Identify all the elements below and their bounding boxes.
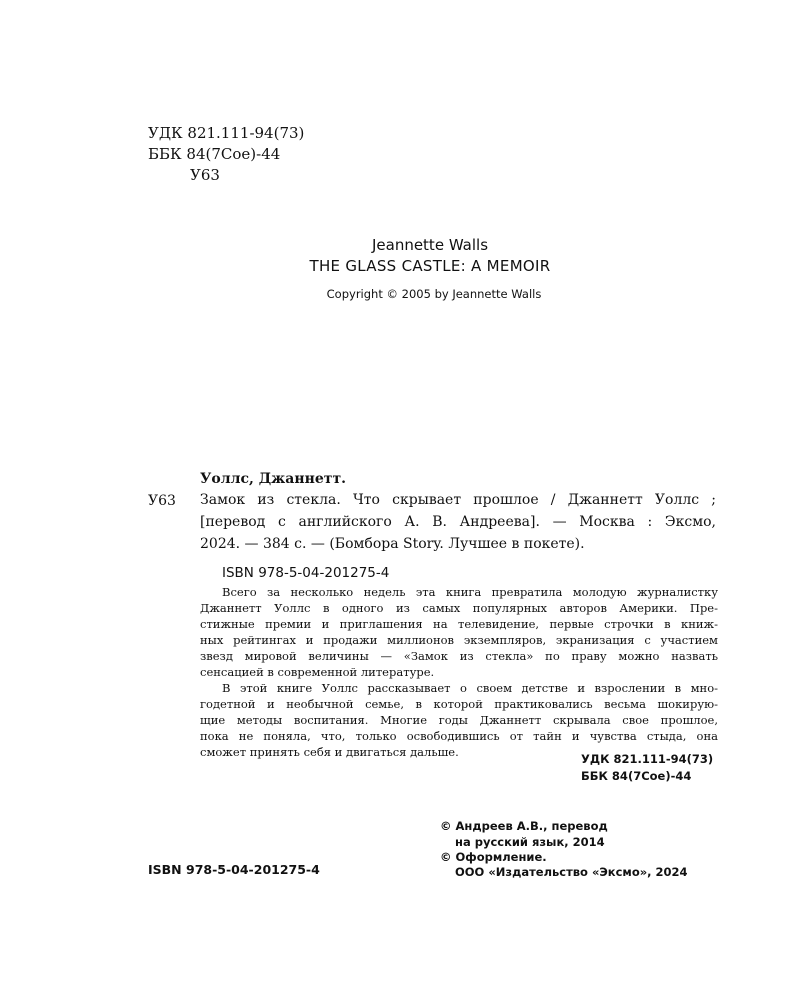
annotation-line: щие методы воспитания. Многие годы Джаннетт скрывала свое прошлое, xyxy=(200,713,718,727)
udk-classification-right: УДК 821.111-94(73) xyxy=(581,752,714,766)
udk-classification: УДК 821.111-94(73) xyxy=(148,124,305,142)
bibliographic-author: Уоллс, Джаннетт. xyxy=(200,471,346,487)
translation-copyright-year: на русский язык, 2014 xyxy=(455,835,605,849)
bbk-classification-right: ББК 84(7Сое)-44 xyxy=(581,769,692,783)
bibliographic-isbn: ISBN 978-5-04-201275-4 xyxy=(222,565,390,581)
original-author: Jeannette Walls xyxy=(371,236,489,254)
annotation-line: Всего за несколько недель эта книга превратила молодую журналистку xyxy=(222,585,718,599)
annotation-line: пока не поняла, что, только освободившись от тайн и чувства стыда, она xyxy=(200,729,718,743)
annotation-line: годетной и необычной семье, в которой практиковались весьма шокирую- xyxy=(200,697,718,711)
annotation-line: звезд мировой величины — «Замок из стекла» по праву можно назвать xyxy=(200,649,718,663)
original-copyright: Copyright © 2005 by Jeannette Walls xyxy=(326,287,542,301)
bbk-classification: ББК 84(7Сое)-44 xyxy=(148,145,281,163)
bibliographic-line: 2024. — 384 с. — (Бомбора Story. Лучшее в покете). xyxy=(200,536,585,552)
annotation-line: ных рейтингах и продажи миллионов экземпляров, экранизация с участием xyxy=(200,633,718,647)
original-title: THE GLASS CASTLE: A MEMOIR xyxy=(309,257,551,275)
bibliographic-line: Замок из стекла. Что скрывает прошлое / Джаннетт Уоллс ; xyxy=(200,492,716,508)
isbn: ISBN 978-5-04-201275-4 xyxy=(148,862,320,877)
annotation-line: сможет принять себя и двигаться дальше. xyxy=(200,745,459,759)
annotation-line: стижные премии и приглашения на телевидение, первые строчки в книж- xyxy=(200,617,718,631)
bibliographic-author-code: У63 xyxy=(148,493,176,509)
publisher-copyright: ООО «Издательство «Эксмо», 2024 xyxy=(455,865,688,879)
translation-copyright: © Андреев А.В., перевод xyxy=(440,819,608,833)
annotation-line: Джаннетт Уоллс в одного из самых популярных авторов Америки. Пре- xyxy=(200,601,718,615)
annotation-line: В этой книге Уоллс рассказывает о своем детстве и взрослении в мно- xyxy=(222,681,718,695)
annotation-line: сенсацией в современной литературе. xyxy=(200,665,435,679)
design-copyright: © Оформление. xyxy=(440,850,547,864)
bibliographic-line: [перевод с английского А. В. Андреева]. — Москва : Эксмо, xyxy=(200,514,716,530)
author-code: У63 xyxy=(190,166,220,184)
